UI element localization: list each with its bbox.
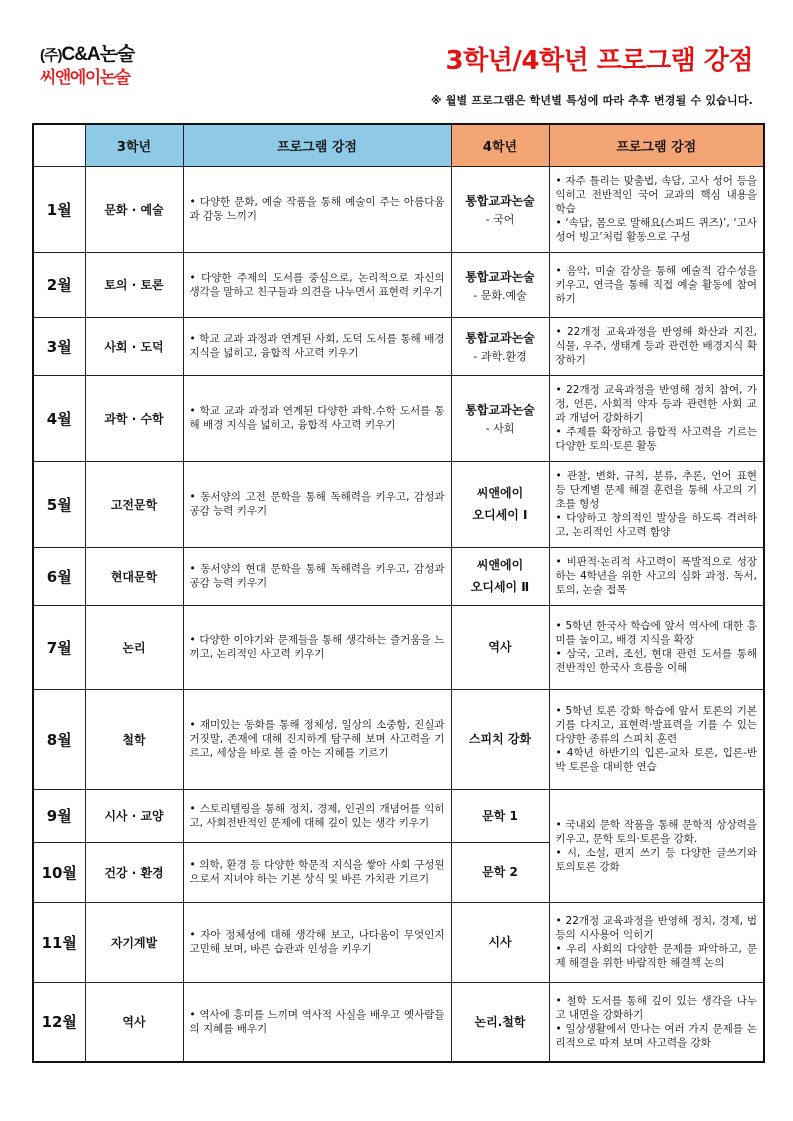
- grade3-strength: • 스토리텔링을 통해 정치, 경제, 인권의 개념어를 익히고, 사회전반적인 문제에 대해 깊이 있는 생각 키우기: [183, 789, 451, 842]
- grade4-program: 역사: [451, 605, 549, 689]
- grade4-program: [451, 317, 549, 375]
- table-row: [33, 902, 764, 982]
- strength-bullet: • 우리 사회의 다양한 문제를 파악하고, 문제 해결을 위한 바람직한 해결책 논의: [555, 943, 757, 969]
- table-row: [33, 375, 764, 461]
- grade4-program-name: 통합교과논술: [465, 403, 535, 417]
- grade4-program-name: 통합교과논술: [465, 269, 535, 284]
- month-cell: 1월: [33, 166, 85, 252]
- grade4-program: [451, 252, 549, 317]
- strength-bullet: • 22개정 교육과정을 반영해 화산과 지진, 식물, 우주, 생태계 등과 관련한 배경지식 확장하기: [555, 326, 757, 366]
- header-strength3: 프로그램 강점: [183, 124, 451, 166]
- table-row: [33, 605, 764, 689]
- month-cell: 12월: [33, 982, 85, 1062]
- grade3-topic: 문화 · 예술: [85, 166, 183, 252]
- table-row: [33, 252, 764, 317]
- logo-name-en: C&A논술: [61, 44, 135, 65]
- grade3-strength: • 다양한 문화, 예술 작품을 통해 예술이 주는 아름다움과 감동 느끼기: [183, 166, 451, 252]
- strength-bullet: • 22개정 교육과정을 반영해 정치 참여, 가정, 언론, 사회적 약자 등과 관련한 사회 교과 개념어 강화하기: [555, 384, 757, 424]
- grade4-program-line2: 오디세이 Ⅰ: [472, 508, 528, 522]
- month-cell: 6월: [33, 547, 85, 605]
- strength-bullet: • 4학년 하반기의 입론-교차 토론, 입론-반박 토론을 대비한 연습: [555, 747, 757, 773]
- grade4-strength: [549, 166, 764, 252]
- table-row: [33, 982, 764, 1062]
- month-cell: 8월: [33, 689, 85, 789]
- header-strength4: 프로그램 강점: [549, 124, 764, 166]
- table-row: [33, 547, 764, 605]
- grade4-program-line2: 오디세이 Ⅱ: [470, 580, 530, 594]
- grade3-topic: 시사 · 교양: [85, 789, 183, 842]
- grade3-topic: 현대문학: [85, 547, 183, 605]
- table-row: [33, 789, 764, 842]
- grade3-topic: 과학 · 수학: [85, 375, 183, 461]
- strength-bullet: • 22개정 교육과정을 반영해 정치, 경제, 법 등의 시사용어 익히기: [555, 915, 757, 941]
- strength-bullet: • 국내외 문학 작품을 통해 문학적 상상력을 키우고, 문학 토의·토론을 강화.: [555, 818, 757, 845]
- grade3-topic: 건강 · 환경: [85, 842, 183, 902]
- grade3-strength: • 재미있는 동화를 통해 정체성, 일상의 소중함, 진실과 거짓말, 존재에 대해 진지하게 탐구해 보며 사고력을 기르고, 세상을 바로 볼 줄 아는 지혜를 기르기: [183, 689, 451, 789]
- grade3-strength: • 동서양의 현대 문학을 통해 독해력을 키우고, 감성과 공감 능력 키우기: [183, 547, 451, 605]
- strength-bullet: • 비판적·논리적 사고력이 폭발적으로 성장하는 4학년을 위한 사고의 심화 과정. 독서, 토의, 논술 접목: [555, 556, 757, 596]
- grade3-strength: • 역사에 흥미를 느끼며 역사적 사실을 배우고 옛사람들의 지혜를 배우기: [183, 982, 451, 1062]
- table-row: [33, 317, 764, 375]
- grade4-program: [451, 461, 549, 547]
- grade4-strength: [549, 789, 764, 902]
- grade3-strength: • 다양한 주제의 도서를 중심으로, 논리적으로 자신의 생각을 말하고 친구들과 의견을 나누면서 표현력 키우기: [183, 252, 451, 317]
- grade4-program: 시사: [451, 902, 549, 982]
- month-cell: 5월: [33, 461, 85, 547]
- grade4-program-sub: - 국어: [485, 213, 515, 226]
- company-logo: [40, 44, 160, 89]
- page-title: 3학년/4학년 프로그램 강점: [445, 46, 753, 76]
- grade4-program-name: 씨앤에이: [476, 486, 524, 500]
- grade3-strength: • 학교 교과 과정과 연계된 다양한 과학.수학 도서를 통해 배경 지식을 넓히고, 융합적 사고력 키우기: [183, 375, 451, 461]
- grade4-program-name: 씨앤에이: [476, 558, 524, 572]
- table-row: [33, 461, 764, 547]
- grade3-strength: • 자아 정체성에 대해 생각해 보고, 나다움이 무엇인지 고민해 보며, 바른 습관과 인성을 키우기: [183, 902, 451, 982]
- month-cell: 3월: [33, 317, 85, 375]
- grade4-program-sub: - 문화.예술: [473, 288, 527, 302]
- grade3-strength: • 의학, 환경 등 다양한 학문적 지식을 쌓아 사회 구성원으로서 지녀야 하는 기본 상식 및 바른 가치관 기르기: [183, 842, 451, 902]
- strength-bullet: • 삼국, 고려, 조선, 현대 관련 도서를 통해 전반적인 한국사 흐름을 이해: [555, 648, 757, 674]
- header-grade4: 4학년: [451, 124, 549, 166]
- grade4-strength: [549, 375, 764, 461]
- grade4-strength: [549, 547, 764, 605]
- strength-bullet: • 주제를 확장하고 융합적 사고력을 기르는 다양한 토의·토론 활동: [555, 426, 757, 452]
- grade4-strength: [549, 252, 764, 317]
- grade3-strength: • 다양한 이야기와 문제들을 통해 생각하는 즐거움을 느끼고, 논리적인 사고력 키우기: [183, 605, 451, 689]
- grade4-program: 논리.철학: [451, 982, 549, 1062]
- grade4-strength: [549, 317, 764, 375]
- month-cell: 4월: [33, 375, 85, 461]
- grade4-program: 스피치 강화: [451, 689, 549, 789]
- strength-bullet: • ‘속담, 몸으로 말해요(스피드 퀴즈)’, ‘고사 성어 빙고’처럼 활동으로 구성: [555, 217, 757, 243]
- grade4-program: 문학 1: [451, 789, 549, 842]
- grade4-strength: [549, 605, 764, 689]
- grade3-topic: 토의 · 토론: [85, 252, 183, 317]
- schedule-notice: ※ 월별 프로그램은 학년별 특성에 따라 추후 변경될 수 있습니다.: [430, 94, 753, 107]
- program-table: [32, 123, 765, 1063]
- grade3-topic: 자기계발: [85, 902, 183, 982]
- strength-bullet: • 5학년 토론 강화 학습에 앞서 토론의 기본기를 다지고, 표현력·발표력을 기를 수 있는 다양한 종류의 스피치 훈련: [555, 705, 757, 745]
- logo-name-kr: 씨앤에이논술: [40, 68, 130, 88]
- grade3-topic: 철학: [85, 689, 183, 789]
- strength-bullet: • 일상생활에서 만나는 여러 가지 문제를 논리적으로 따져 보며 사고력을 강화: [555, 1022, 757, 1049]
- grade3-strength: • 동서양의 고전 문학을 통해 독해력을 키우고, 감성과 공감 능력 키우기: [183, 461, 451, 547]
- grade4-strength: [549, 461, 764, 547]
- grade4-program-name: 통합교과논술: [465, 331, 535, 345]
- table-row: [33, 689, 764, 789]
- grade4-program: [451, 547, 549, 605]
- strength-bullet: • 철학 도서를 통해 깊이 있는 생각을 나누고 내면을 강화하기: [555, 994, 757, 1021]
- grade3-strength: • 학교 교과 과정과 연계된 사회, 도덕 도서를 통해 배경 지식을 넓히고, 융합적 사고력 키우기: [183, 317, 451, 375]
- strength-bullet: • 자주 틀리는 맞춤법, 속담, 고사 성어 등을 익히고 전반적인 국어 교과의 핵심 내용을 학습: [555, 175, 757, 215]
- grade4-strength: [549, 689, 764, 789]
- grade4-program-name: 통합교과논술: [465, 194, 535, 208]
- strength-bullet: • 시, 소설, 편지 쓰기 등 다양한 글쓰기와 토의토론 강화: [555, 846, 757, 873]
- grade3-topic: 사회 · 도덕: [85, 317, 183, 375]
- grade4-program: [451, 375, 549, 461]
- month-cell: 9월: [33, 789, 85, 842]
- table-row: [33, 166, 764, 252]
- month-cell: 7월: [33, 605, 85, 689]
- strength-bullet: • 음악, 미술 감상을 통해 예술적 감수성을 키우고, 연극을 통해 직접 예술 활동에 참여하기: [555, 264, 757, 305]
- grade4-strength: [549, 902, 764, 982]
- month-cell: 10월: [33, 842, 85, 902]
- grade4-program-sub: - 사회: [485, 422, 515, 435]
- table-header-row: [33, 124, 764, 166]
- header-grade3: 3학년: [85, 124, 183, 166]
- grade3-topic: 논리: [85, 605, 183, 689]
- month-cell: 2월: [33, 252, 85, 317]
- grade4-strength: [549, 982, 764, 1062]
- grade4-program: [451, 166, 549, 252]
- grade3-topic: 역사: [85, 982, 183, 1062]
- logo-paren: (주): [40, 47, 62, 64]
- grade3-topic: 고전문학: [85, 461, 183, 547]
- grade4-program-sub: - 과학.환경: [473, 350, 527, 363]
- month-cell: 11월: [33, 902, 85, 982]
- grade4-program: 문학 2: [451, 842, 549, 902]
- header-blank: [33, 124, 85, 166]
- strength-bullet: • 다양하고 창의적인 발상을 하도록 격려하고, 논리적인 사고력 함양: [555, 512, 757, 538]
- strength-bullet: • 관찰, 변화, 규칙, 분류, 추론, 언어 표현 등 단계별 문제 해결 훈련을 통해 사고의 기초를 형성: [555, 470, 757, 510]
- strength-bullet: • 5학년 한국사 학습에 앞서 역사에 대한 흥미를 높이고, 배경 지식을 확장: [555, 620, 757, 646]
